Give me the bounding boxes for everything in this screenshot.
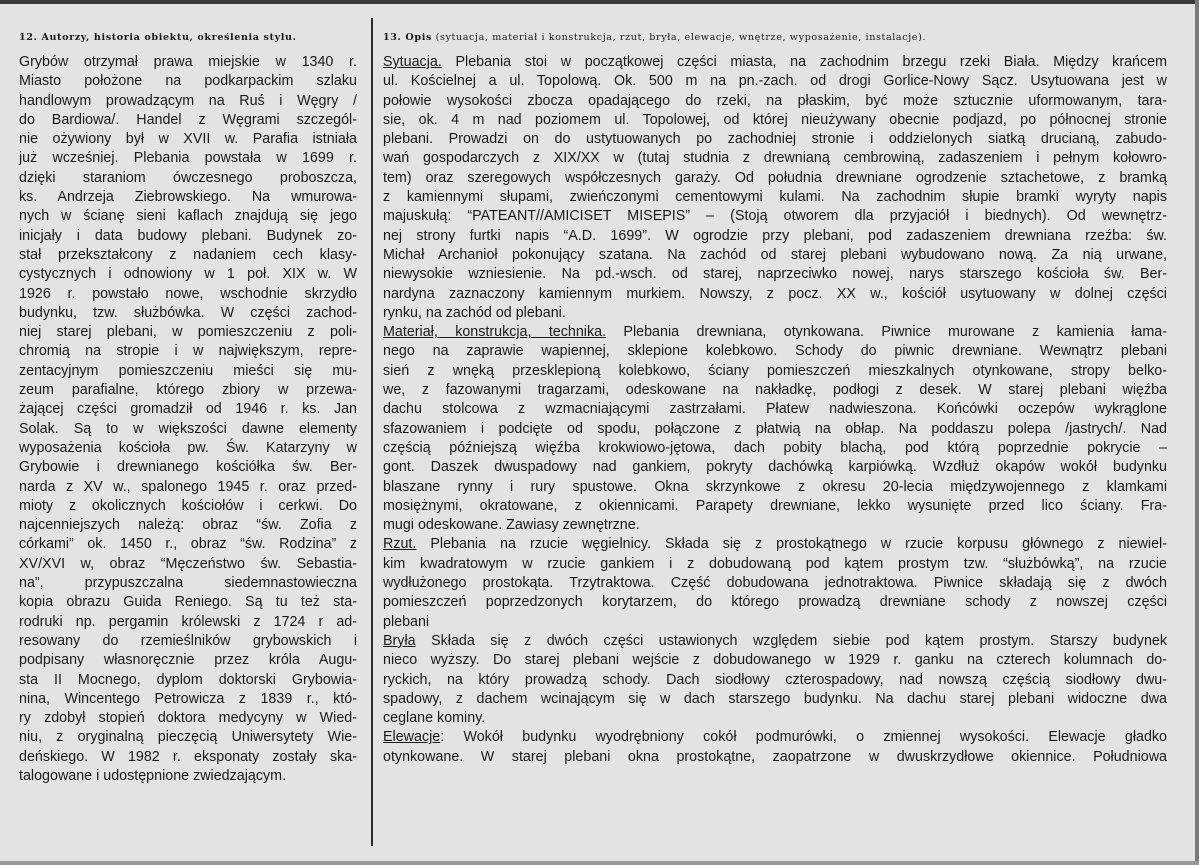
text-line: chromią na stropie i w największym, repre- [19, 343, 357, 360]
paragraph-start-line [383, 632, 1167, 651]
text-line: 1926 r. powstało nowe, wschodnie skrzydło [19, 285, 357, 302]
line-text: Plebania na rzucie węgielnicy. Składa się z prostokątnego w rzucie korpusu głównego z niewiel- [416, 536, 1167, 553]
line-text: gont. Daszek dwuspadowy nad gankiem, pokryty dachówką karpiówką. Wzdłuż okapów wokół budynku [383, 459, 1167, 476]
text-line: wyposażenia kościoła pw. Św. Katarzyny w [19, 439, 357, 456]
line-text: mugi odeskowane. Zawiasy zewnętrzne. [383, 517, 640, 534]
text-line [383, 362, 1167, 381]
text-line [383, 381, 1167, 400]
text-line: żającej części gromadził od 1946 r. ks. Jan [19, 401, 357, 418]
text-line: inicjały i data budowy plebani. Budynek zo- [19, 227, 357, 244]
text-line: podpisany własnoręcznie przez króla Augu- [19, 652, 357, 669]
page-edge-right [1195, 0, 1199, 865]
line-text: ceglane kominy. [383, 710, 486, 727]
text-line [383, 265, 1167, 284]
column-divider [371, 18, 373, 846]
text-line [383, 593, 1167, 612]
page-edge-top [0, 0, 1199, 4]
page-edge-bottom [0, 861, 1199, 865]
text-line: deńskiego. W 1982 r. eksponaty zostały ska- [19, 748, 357, 765]
text-line [383, 285, 1167, 304]
text-line: Grybowie i drewnianego kościółka św. Ber- [19, 459, 357, 476]
line-text: ryckich, na który prowadzą schody. Dach siodłowy czterospadowy, nad nowszą częścią siodłowy dwu- [383, 671, 1167, 688]
text-line [383, 574, 1167, 593]
text-line: rodruki np. pergamin królewski z 1724 r ad- [19, 613, 357, 630]
text-line [383, 497, 1167, 516]
section-12-body [19, 53, 357, 786]
text-line: XV/XVI w, obraz “Męczeństwo św. Sebastia- [19, 555, 357, 572]
text-line [383, 227, 1167, 246]
text-line [383, 342, 1167, 361]
line-text: tem) oraz szeregowych współczesnych garaży. Od południa drewniane ogrodzenie sztachetowe, z bramką [383, 169, 1167, 186]
text-line [383, 690, 1167, 709]
line-text: pomieszczeń poprzedzonych korytarzem, do którego prowadzą drewniane schody z nowszej części [383, 594, 1167, 611]
text-line [383, 671, 1167, 690]
section-13-body [383, 53, 1167, 767]
line-text: wań gospodarczych z XIX/XX w (tutaj studnia z drewnianą cembrowiną, zadaszeniem i pełnym kołowro- [383, 150, 1167, 167]
paragraph-start-line [383, 323, 1167, 342]
text-line: nina, Wincentego Petrowicza z 1839 r., któ- [19, 690, 357, 707]
text-line: talogowane i udostępnione zwiedzającym. [19, 767, 287, 784]
text-line: resowany do rzemieślników grybowskich i [19, 632, 357, 649]
line-text: wydłużonego prostokąta. Trzytraktowa. Część dobudowana jednotraktowa. Piwnice składają się z dwóch [383, 575, 1167, 592]
text-line: najcenniejszych należą: obraz “św. Zofia z [19, 517, 357, 534]
paragraph-label: Bryła [383, 632, 416, 649]
line-text: : Wokół budynku wyodrębniony cokół podmurówki, o zmiennej wysokości. Elewacje gładko [440, 729, 1167, 746]
line-text: Michał Archanioł pokonujący szatana. Na zachód od starej plebani wybudowano nową. Za nią urwane, [383, 246, 1167, 263]
paragraph-label: Rzut. [383, 536, 417, 553]
line-text: sfazowaniem i podcięte od spodu, połączone z płatwią na obłap. Na poddaszu polepa /jastrych/. Nad [383, 420, 1167, 437]
line-text: częścią późniejszą więźba krokwiowo-jętowa, dach pobity blachą, pod którą poprzednie pokrycie – [383, 439, 1167, 456]
line-text: połowie wysokości zbocza opadającego do rzeki, na płaskim, być może sztucznie uformowanym, tara- [383, 92, 1167, 109]
line-text: mosiężnymi, okratowane, z okiennicami. Parapety drewniane, lekko wysunięte przed lico ściany. Fra- [383, 497, 1167, 514]
text-line [383, 613, 1167, 632]
line-text: nej strony furtki napis “A.D. 1699”. W ogrodzie przy plebani, pod zadaszeniem drewniana rzeźba: św. [383, 227, 1167, 244]
line-text: otynkowane. W starej plebani okna prostokątne, zaopatrzone w dwuskrzydłowe okiennice. Południowa [383, 748, 1167, 765]
section-13-heading-number: 13. Opis [383, 32, 432, 43]
line-text: kim kwadratowym w rzucie gankiem i z dobudowaną pod kątem prostym tzw. “służbówką”, na rzucie [383, 555, 1167, 572]
text-line [383, 458, 1167, 477]
text-line: na”, przypuszczalna siedemnastowieczna [19, 575, 357, 592]
text-line [383, 709, 1167, 728]
text-line: już wcześniej. Plebania powstała w 1699 r. [19, 150, 357, 167]
line-text: nieco wyższy. Do starej plebani wejście z dobudowanego w 1929 r. ganku na czterech kolumnach do- [383, 652, 1167, 669]
line-text: sień z wnęką przesklepioną kolebkowo, ściany pomieszczeń mieszkalnych otynkowane, stropy belko- [383, 362, 1167, 379]
text-line [383, 651, 1167, 670]
text-line: cystycznych i odnowiony w 1 poł. XIX w. W [19, 266, 357, 283]
text-line [383, 149, 1167, 168]
paragraph-start-line [383, 53, 1167, 72]
text-line [383, 516, 1167, 535]
line-text: z kamiennymi słupami, zwieńczonymi cementowymi kulami. Na zachodnim słupie bramki wyryty napis [383, 189, 1167, 206]
section-12-column [19, 32, 357, 786]
text-line [383, 400, 1167, 419]
text-line: mioty z okolicznych kościołów i cerkwi. Do [19, 497, 357, 514]
text-line [383, 246, 1167, 265]
text-line: ks. Andrzeja Ziebrowskiego. Na wmurowa- [19, 189, 357, 206]
text-line: nie ożywiony był w XVII w. Parafia istniała [19, 131, 357, 148]
text-line [383, 111, 1167, 130]
text-line [383, 169, 1167, 188]
line-text: rynku, na zachód od plebani. [383, 304, 566, 321]
text-line: do Bardiowa/. Handel z Węgrami szczegól- [19, 111, 357, 128]
line-text: blaszane rynny i rury spustowe. Okna skrzynkowe z okresu 20-lecia międzywojennego z klamkami [383, 478, 1167, 495]
line-text: we, z fazowanymi tragarzami, odeskowane na nakładkę, podłogi z desek. W starej plebani więźba [383, 382, 1167, 399]
text-line: nych w ścianę sieni kaflach znajdują się jego [19, 208, 357, 225]
line-text: spadowy, z dachem wcinającym się w dach starszego budynku. Na dachu starej plebani widoczne dwa [383, 690, 1167, 707]
line-text: sie, ok. 4 m nad poziomem ul. Topolowej, od której nieużywany obecnie podjazd, po północnej stronie [383, 111, 1167, 128]
text-line: budynku, tzw. służbówka. W części zachod- [19, 304, 357, 321]
line-text: niewysokie wzniesienie. Na pd.-wsch. od starej, naprzeciwko nowej, narys starszego kościoła św. Ber- [383, 266, 1167, 283]
section-12-heading: 12. Autorzy, historia obiektu, określenia stylu. [19, 32, 297, 43]
text-line: handlowym prowadzącym na Ruś i Węgry / [19, 92, 357, 109]
text-line [383, 188, 1167, 207]
paragraph-label: Elewacje [383, 729, 441, 746]
text-line [383, 130, 1167, 149]
line-text: nego na zaprawie wapiennej, sklepione kolebkowo. Schody do piwnic drewniane. Wewnątrz plebani [383, 343, 1167, 360]
text-line: niej starej plebani, w pomieszczeniu z poli- [19, 324, 357, 341]
line-text: Składa się z dwóch części ustawionych względem siebie pod kątem prostym. Starszy budynek [415, 632, 1167, 649]
line-text: majuskułą: “PATEANT//AMICISET MISEPIS” – (Stoją otworem dla przyjaciół i biednych). Od wewnętrz- [383, 208, 1167, 225]
section-13-column [383, 32, 1167, 767]
paragraph-start-line [383, 535, 1167, 554]
section-13-heading-subtitle: (sytuacja, materiał i konstrukcja, rzut, bryła, elewacje, wnętrze, wyposażenie, instalacje). [431, 32, 927, 43]
line-text: plebani [383, 613, 430, 630]
line-text: Plebania stoi w początkowej części miasta, na zachodnim brzegu rzeki Biała. Między krańcem [441, 54, 1167, 70]
text-line: Miasto położone na podkarpackim szlaku [19, 73, 357, 90]
text-line: Solak. Są to w większości dawne elementy [19, 420, 357, 437]
section-13-heading [383, 32, 1167, 43]
text-line [383, 748, 1167, 767]
line-text: ul. Kościelnej a ul. Topolową. Ok. 500 m na pn.-zach. od drogi Gorlice-Nowy Sącz. Usytuowana jest w [383, 73, 1167, 90]
text-line: sta II Mocnego, dyplom doktorski Grybowia- [19, 671, 357, 688]
text-line [383, 207, 1167, 226]
text-line: córkami” ok. 1450 r., obraz “św. Rodzina” z [19, 536, 357, 553]
paragraph-start-line [383, 728, 1167, 747]
text-line: dzięki staraniom ówczesnego proboszcza, [19, 169, 357, 186]
text-line: ry zdobył stopień doktora medycyny w Wied- [19, 710, 357, 727]
text-line: zentacyjnym pomieszczeniu mieści się mu- [19, 362, 357, 379]
text-line [383, 304, 1167, 323]
text-line [383, 439, 1167, 458]
text-line: Grybów otrzymał prawa miejskie w 1340 r. [19, 54, 357, 70]
line-text: plebani. Prowadzi on do ustytuowanych po zachodniej stronie i oddzielonych siatką drucianą, zabudo- [383, 131, 1167, 148]
text-line: stał przekształcony z nadaniem cech klasy- [19, 246, 357, 263]
text-line [383, 72, 1167, 91]
line-text: nardyna zaznaczony kamiennym murkiem. Nowszy, z pocz. XX w., kościół usytuowany w dolnej części [383, 285, 1167, 302]
text-line: kopia obrazu Guida Reniego. Są tu też sta- [19, 594, 357, 611]
text-line: niu, z oryginalną pieczęcią Uniwersytety Wie- [19, 729, 357, 746]
paragraph-label: Sytuacja. [383, 54, 442, 70]
text-line [383, 92, 1167, 111]
line-text: Plebania drewniana, otynkowana. Piwnice murowane z kamienia łama- [606, 324, 1167, 341]
paragraph-label: Materiał, konstrukcja, technika. [383, 324, 607, 341]
text-line [383, 478, 1167, 497]
text-line [383, 420, 1167, 439]
text-line: narda z XV w., spalonego 1945 r. oraz przed- [19, 478, 357, 495]
line-text: dachu stolcowa z wzmacniającymi zastrzałami. Płatew nadwieszona. Końcówki oczepów wykrąglone [383, 401, 1167, 418]
text-line [383, 555, 1167, 574]
text-line: zeum parafialne, którego zbiory w przewa- [19, 382, 357, 399]
